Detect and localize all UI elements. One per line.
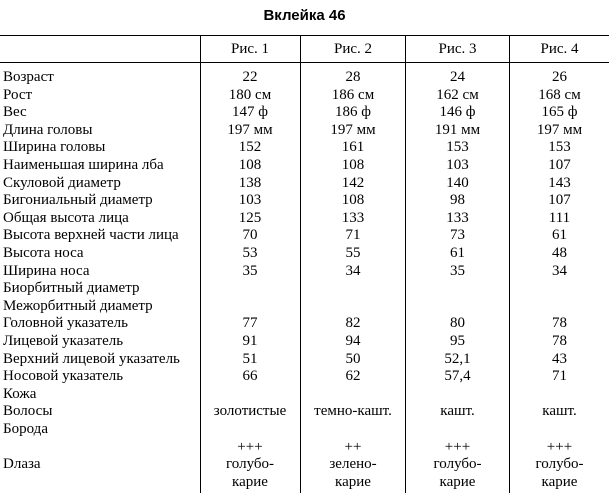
table-cell: 52,1: [444, 350, 471, 367]
row-label: Длина головы: [3, 121, 93, 138]
table-row: [0, 262, 609, 280]
table-cell: 140: [446, 174, 469, 191]
row-label: Возраст: [3, 69, 54, 85]
table-cell: 24: [450, 69, 465, 85]
table-cell: 186 см: [331, 86, 375, 103]
table-cell: 162 см: [436, 86, 479, 103]
table-cell: 91: [242, 333, 258, 349]
table-cell: 153: [446, 139, 469, 156]
table-cell: +++: [546, 438, 573, 455]
row-label: Dлаза: [3, 456, 41, 473]
table-cell: 142: [341, 174, 365, 191]
table-cell: 197 мм: [330, 121, 376, 138]
table-cell: 71: [345, 227, 361, 244]
page-title: Вклейка 46: [263, 7, 346, 24]
table-cell: 34: [345, 262, 361, 279]
table-row: [0, 314, 609, 332]
row-label: Общая высота лица: [3, 209, 129, 226]
table-row: [0, 402, 609, 420]
table-cell: 180 см: [228, 86, 272, 103]
table-cell: 108: [341, 157, 365, 173]
table-cell: 34: [552, 262, 567, 279]
row-label: Лицевой указатель: [3, 333, 124, 349]
table-row: [0, 138, 609, 156]
table-row: [0, 297, 609, 315]
table-cell: ++: [344, 438, 362, 455]
table-row: [0, 455, 609, 473]
table-cell: кашт.: [542, 403, 577, 420]
table-cell: 108: [238, 157, 262, 173]
row-label: Биорбитный диаметр: [3, 280, 140, 297]
table-cell: 51: [242, 350, 258, 367]
table-row: [0, 473, 609, 491]
table-cell: 53: [242, 245, 258, 261]
row-label: Верхний лицевой указатель: [3, 350, 180, 367]
table-row: [0, 438, 609, 456]
table-cell: 133: [446, 209, 469, 226]
table-cell: +++: [444, 438, 471, 455]
row-label: Вес: [3, 104, 27, 121]
row-label: Ширина носа: [3, 262, 90, 279]
table-cell: карие: [335, 473, 371, 490]
row-label: Высота верхней части лица: [3, 227, 179, 244]
table-row: [0, 103, 609, 121]
table-cell: 95: [450, 333, 465, 349]
table-cell: 82: [345, 315, 361, 332]
table-cell: 61: [552, 227, 567, 244]
table-cell: зелено-: [329, 456, 377, 473]
table-cell: 107: [548, 192, 571, 209]
row-label: Скуловой диаметр: [3, 174, 121, 191]
table-cell: карие: [232, 473, 268, 490]
table-row: [0, 68, 609, 86]
row-label: Борода: [3, 421, 48, 437]
table-cell: 168 см: [538, 86, 581, 103]
table-cell: 103: [238, 192, 262, 209]
table-cell: 35: [450, 262, 465, 279]
table-cell: голубо-: [433, 456, 482, 473]
table-cell: карие: [439, 473, 476, 490]
table-cell: 43: [552, 350, 567, 367]
table-cell: 133: [341, 209, 365, 226]
row-label: Кожа: [3, 385, 37, 402]
table-cell: 71: [552, 368, 567, 385]
table-row: [0, 209, 609, 227]
header-bottom-rule: [0, 62, 609, 63]
table-cell: 98: [450, 192, 465, 209]
table-cell: 61: [450, 245, 465, 261]
table-cell: 103: [446, 157, 469, 173]
row-label: Головной указатель: [3, 315, 128, 332]
table-cell: 50: [345, 350, 361, 367]
table-row: [0, 174, 609, 192]
table-cell: 146 ф: [439, 104, 476, 121]
table-cell: 143: [548, 174, 571, 191]
table-row: [0, 191, 609, 209]
table-cell: 186 ф: [335, 104, 371, 121]
row-label: Наименьшая ширина лба: [3, 157, 164, 173]
table-cell: золотистые: [213, 403, 287, 420]
table-cell: 161: [341, 139, 365, 156]
table-cell: 191 мм: [434, 121, 481, 138]
table-cell: 138: [238, 174, 262, 191]
table-cell: темно-кашт.: [314, 403, 392, 420]
table-cell: 66: [242, 368, 258, 385]
row-label: Ширина головы: [3, 139, 106, 156]
table-cell: 152: [238, 139, 262, 156]
table-cell: 55: [345, 245, 361, 261]
table-row: [0, 279, 609, 297]
table-cell: карие: [541, 473, 578, 490]
table-cell: 80: [450, 315, 465, 332]
table-row: [0, 226, 609, 244]
table-cell: 94: [345, 333, 361, 349]
table-row: [0, 350, 609, 368]
table-row: [0, 156, 609, 174]
table-cell: 108: [341, 192, 365, 209]
row-label: Носовой указатель: [3, 368, 124, 385]
table-cell: 78: [552, 333, 567, 349]
table-cell: 70: [242, 227, 258, 244]
table-row: [0, 385, 609, 403]
table-cell: 197 мм: [227, 121, 273, 138]
column-header-2: Рис. 2: [333, 41, 373, 57]
table-cell: 73: [450, 227, 465, 244]
row-label: Бигониальный диаметр: [3, 192, 153, 209]
column-header-1: Рис. 1: [230, 41, 270, 57]
row-label: Межорбитный диаметр: [3, 297, 153, 314]
table-cell: 26: [552, 69, 567, 85]
table-row: [0, 420, 609, 438]
table-cell: 165 ф: [541, 104, 578, 121]
table-cell: 57,4: [444, 368, 471, 385]
table-cell: 107: [548, 157, 571, 173]
table-cell: 62: [345, 368, 361, 385]
row-label: Волосы: [3, 403, 53, 420]
table-row: [0, 367, 609, 385]
table-cell: кашт.: [440, 403, 475, 420]
column-header-4: Рис. 4: [540, 41, 579, 57]
table-top-rule: [0, 35, 609, 36]
table-cell: 197 мм: [536, 121, 583, 138]
row-label: Рост: [3, 86, 33, 103]
table-row: [0, 121, 609, 139]
table-cell: 48: [552, 245, 567, 261]
table-cell: 147 ф: [232, 104, 268, 121]
table-row: [0, 332, 609, 350]
table-row: [0, 244, 609, 262]
table-cell: 35: [242, 262, 258, 279]
table-cell: 22: [242, 69, 258, 85]
table-cell: голубо-: [535, 456, 584, 473]
row-label: Высота носа: [3, 245, 84, 261]
table-row: [0, 86, 609, 104]
table-cell: 77: [242, 315, 258, 332]
table-cell: 78: [552, 315, 567, 332]
table-cell: +++: [237, 438, 263, 455]
table-cell: 125: [238, 209, 262, 226]
table-cell: 28: [345, 69, 361, 85]
table-cell: голубо-: [226, 456, 274, 473]
column-header-3: Рис. 3: [438, 41, 477, 57]
table-cell: 111: [548, 209, 571, 226]
table-cell: 153: [548, 139, 571, 156]
